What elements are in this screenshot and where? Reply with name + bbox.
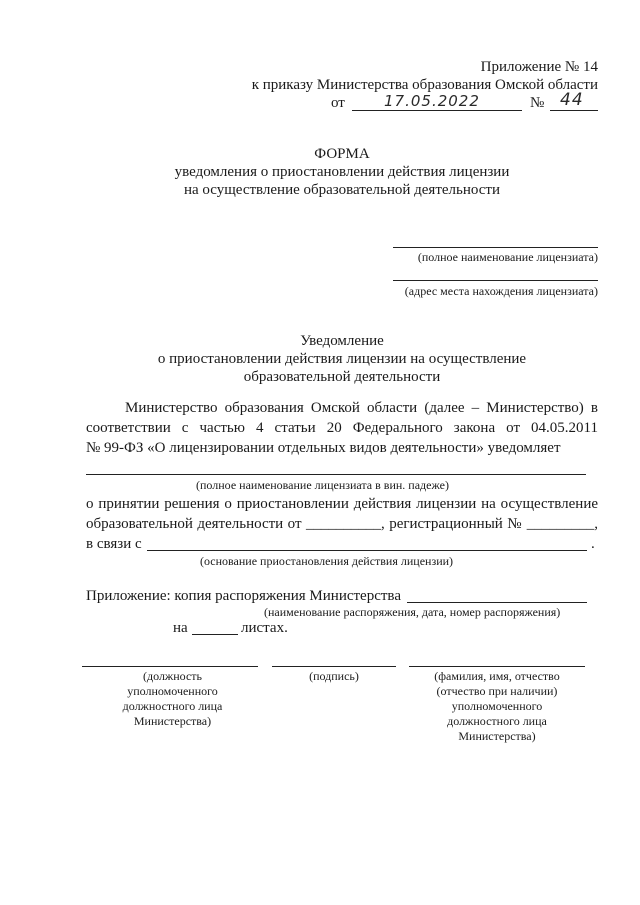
notice-subtitle-line1: о приостановлении действия лицензии на осуществление <box>157 351 527 367</box>
form-subtitle-line1: уведомления о приостановлении действия лицензии <box>174 164 510 180</box>
decision-line1: о принятии решения о приостановлении действия лицензии на осуществление <box>86 496 598 512</box>
reason-prefix: в связи с <box>86 536 142 552</box>
reason-caption: (основание приостановления действия лицензии) <box>200 554 454 568</box>
licensee-name-line <box>393 247 598 248</box>
signature-line <box>272 666 396 667</box>
body-paragraph-line1: Министерство образования Омской области (далее – Министерство) в <box>125 400 598 416</box>
sheets-suffix: листах. <box>241 620 288 636</box>
decision-line2: образовательной деятельности от __________, регистрационный № _________, <box>86 516 598 532</box>
attachment-label: Приложение: копия распоряжения Министерства <box>86 588 401 604</box>
attachment-caption: (наименование распоряжения, дата, номер распоряжения) <box>264 605 561 619</box>
number-prefix: № <box>530 95 545 111</box>
body-paragraph-line2: соответствии с частью 4 статьи 20 Федерального закона от 04.05.2011 <box>86 420 598 436</box>
fullname-signature-line <box>409 666 585 667</box>
licensee-name-caption: (полное наименование лицензиата) <box>417 250 598 264</box>
licensee-address-line <box>393 280 598 281</box>
order-reference: к приказу Министерства образования Омской области <box>251 77 598 93</box>
signature-caption: (подпись) <box>309 669 359 683</box>
date-underline <box>352 110 522 111</box>
date-prefix: от <box>331 95 345 111</box>
licensee-accusative-line <box>86 474 586 475</box>
reason-line <box>147 550 587 551</box>
body-paragraph-line3: № 99-ФЗ «О лицензировании отдельных видов деятельности» уведомляет <box>86 440 561 456</box>
notice-subtitle-line2: образовательной деятельности <box>243 369 441 385</box>
sheets-count-line <box>192 634 238 635</box>
notice-title: Уведомление <box>300 333 384 349</box>
number-handwritten: 44 <box>560 90 584 110</box>
number-underline <box>550 110 598 111</box>
position-signature-line <box>82 666 258 667</box>
form-title: ФОРМА <box>314 146 370 162</box>
date-handwritten: 17.05.2022 <box>384 92 480 110</box>
position-caption: (должность уполномоченного должностного лица Министерства) <box>122 669 223 728</box>
fullname-caption: (фамилия, имя, отчество (отчество при наличии) уполномоченного должностного лица Министерства) <box>434 669 560 743</box>
licensee-address-caption: (адрес места нахождения лицензиата) <box>404 284 598 298</box>
attachment-line <box>407 602 587 603</box>
sheets-prefix: на <box>173 620 188 636</box>
appendix-number: Приложение № 14 <box>480 59 598 75</box>
form-subtitle-line2: на осуществление образовательной деятельности <box>183 182 501 198</box>
reason-end: . <box>591 536 595 552</box>
licensee-accusative-caption: (полное наименование лицензиата в вин. падеже) <box>196 478 449 492</box>
